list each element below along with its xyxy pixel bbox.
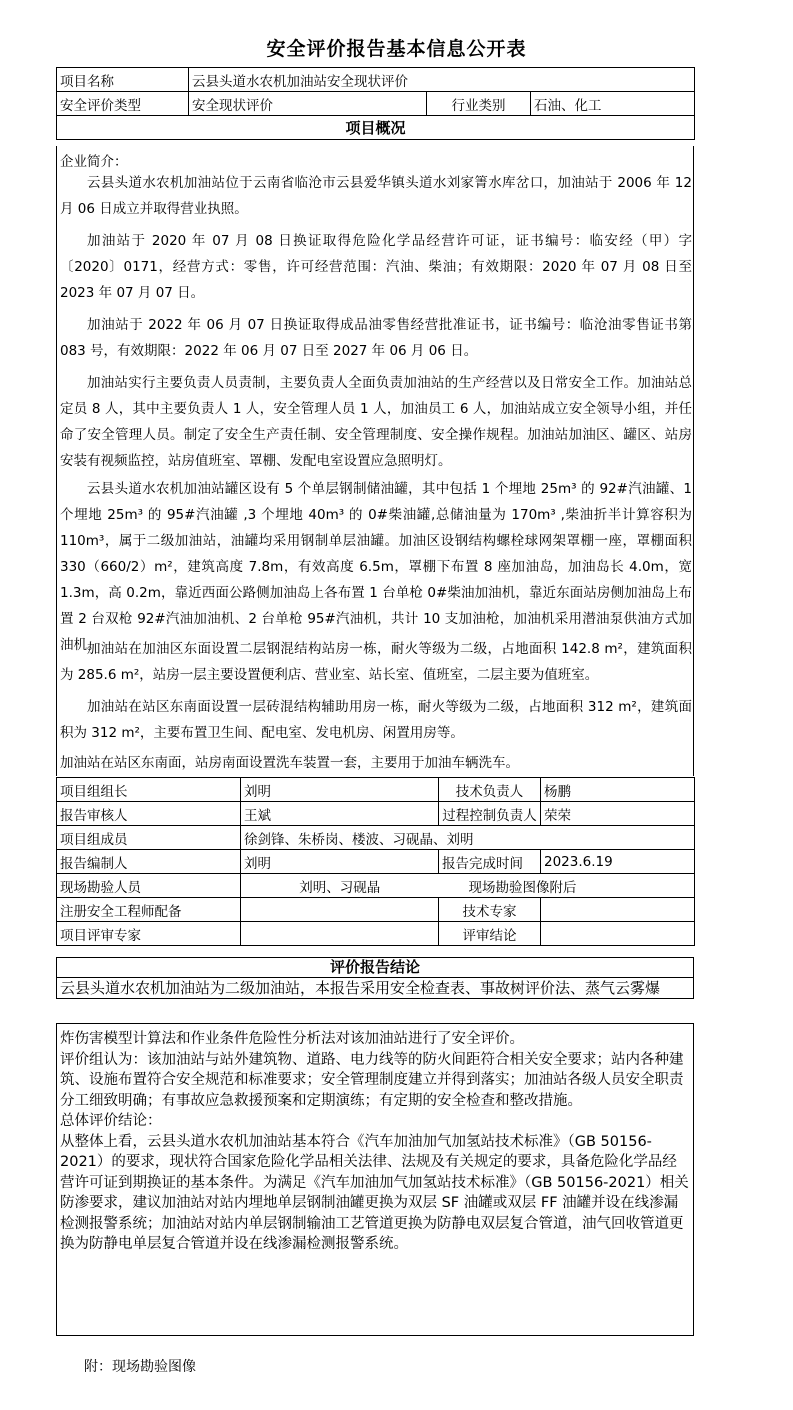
tech-value: 杨鹏 xyxy=(541,778,695,802)
industry-value: 石油、化工 xyxy=(531,92,695,116)
table-row xyxy=(57,898,695,922)
review-result-value xyxy=(541,922,695,946)
table-row xyxy=(57,826,695,850)
project-name-label: 项目名称 xyxy=(57,68,189,92)
conclusion-first-line: 云县头道水农机加油站为二级加油站，本报告采用安全检查表、事故树评价法、蒸气云雾爆 xyxy=(56,977,694,999)
expert-label: 技术专家 xyxy=(439,898,541,922)
table-row xyxy=(57,874,695,898)
team-table xyxy=(56,777,695,946)
reviewer-value: 王斌 xyxy=(241,802,439,826)
basic-info-table xyxy=(56,67,695,140)
conclusion-line: 从整体上看，云县头道水农机加油站基本符合《汽车加油加气加氢站技术标准》（GB 50156-2021）的要求，现状符合国家危险化学品相关法律、法规及有关规定的要求，具备危险化学品经营许可证到期换证的基本条件。为满足《汽车加油加气加氢站技术标准》（GB 50156-2021）相关防渗要求，建议加油站对站内埋地单层钢制油罐更换为双层 SF 油罐或双层 FF 油罐并设在线渗漏检测报警系统；加油站对站内单层钢制输油工艺管道更换为防静电双层复合管道，油气回收管道更换为防静电单层复合管道并设在线渗漏检测报警系统。 xyxy=(60,1133,689,1252)
leader-value: 刘明 xyxy=(241,778,439,802)
survey-note: 现场勘验图像附后 xyxy=(439,874,695,898)
tech-label: 技术负责人 xyxy=(439,778,541,802)
overview-paragraph: 加油站于 2020 年 07 月 08 日换证取得危险化学品经营许可证，证书编号：临安经（甲）字〔2020〕0171，经营方式：零售，许可经营范围：汽油、柴油；有效期限：2020 年 07 月 08 日至 2023 年 07 月 07 日。 xyxy=(60,233,692,301)
project-overview xyxy=(56,146,694,776)
conclusion-line: 总体评价结论： xyxy=(60,1113,162,1129)
appendix-note: 附：现场勘验图像 xyxy=(84,1359,196,1375)
author-value: 刘明 xyxy=(241,850,439,874)
table-row xyxy=(57,92,695,116)
overview-paragraph: 加油站在站区东南面，站房南面设置洗车装置一套，主要用于加油车辆洗车。 xyxy=(60,755,519,771)
overview-paragraph: 加油站实行主要负责人员责制，主要负责人全面负责加油站的生产经营以及日常安全工作。加油站总定员 8 人，其中主要负责人 1 人，安全管理人员 1 人，加油员工 6 人，加油站成立安全领导小组，并任命了安全管理人员。制定了安全生产责任制、安全管理制度、安全操作规程。加油站加油区、罐区、站房安装有视频监控，站房值班室、罩棚、发配电室设置应急照明灯。 xyxy=(60,375,692,469)
overview-heading: 项目概况 xyxy=(57,116,695,140)
overview-paragraph: 加油站在站区东南面设置一层砖混结构辅助用房一栋，耐火等级为二级，占地面积 312 m²，建筑面积为 312 m²，主要布置卫生间、配电室、发电机房、闲置用房等。 xyxy=(60,699,692,741)
industry-label: 行业类别 xyxy=(427,92,531,116)
review-expert-label: 项目评审专家 xyxy=(57,922,241,946)
process-label: 过程控制负责人 xyxy=(439,802,541,826)
review-result-label: 评审结论 xyxy=(439,922,541,946)
conclusion-body xyxy=(56,1023,694,1336)
table-row xyxy=(57,850,695,874)
review-expert-value xyxy=(241,922,439,946)
overview-paragraph: 云县头道水农机加油站位于云南省临沧市云县爱华镇头道水刘家箐水库岔口，加油站于 2006 年 12 月 06 日成立并取得营业执照。 xyxy=(60,175,692,217)
conclusion-line: 炸伤害模型计算法和作业条件危险性分析法对该加油站进行了安全评价。 xyxy=(60,1031,524,1047)
table-row xyxy=(57,922,695,946)
reviewer-label: 报告审核人 xyxy=(57,802,241,826)
overview-paragraph: 加油站于 2022 年 06 月 07 日换证取得成品油零售经营批准证书，证书编号：临沧油零售证书第 083 号，有效期限：2022 年 06 月 07 日至 2027 年 06 月 06 日。 xyxy=(60,317,692,359)
conclusion-line: 评价组认为：该加油站与站外建筑物、道路、电力线等的防火间距符合相关安全要求；站内各种建筑、设施布置符合安全规范和标准要求；安全管理制度建立并得到落实；加油站各级人员安全职责分工细致明确；有事故应急救援预案和定期演练；有定期的安全检查和整改措施。 xyxy=(60,1051,684,1109)
finish-label: 报告完成时间 xyxy=(439,850,541,874)
table-row xyxy=(57,68,695,92)
process-value: 荣荣 xyxy=(541,802,695,826)
conclusion-heading: 评价报告结论 xyxy=(56,957,694,978)
overview-paragraph: 云县头道水农机加油站罐区设有 5 个单层钢制储油罐，其中包括 1 个埋地 25m³ 的 92#汽油罐、1 个埋地 25m³ 的 95#汽油罐 ,3 个埋地 40m³ 的 0#柴油罐,总储油量为 170m³ ,柴油折半计算容积为 110m³，属于二级加油站，油罐均采用钢制单层油罐。加油区设钢结构螺栓球网架罩棚一座，罩棚面积 330（660/2）m²，建筑高度 7.8m，有效高度 6.5m，罩棚下布置 8 座加油岛，加油岛长 4.0m，宽 1.3m，高 0.2m，靠近西面公路侧加油岛上各布置 1 台单枪 0#柴油加油机，靠近东面站房侧加油岛上布置 2 台双枪 92#汽油加油机、2 台单枪 95#汽油机，共计 10 支加油枪，加油机采用潜油泵供油方式加油机。 xyxy=(60,481,692,653)
table-row xyxy=(57,802,695,826)
members-label: 项目组成员 xyxy=(57,826,241,850)
engineer-value xyxy=(241,898,439,922)
survey-value: 刘明、习砚晶 xyxy=(241,874,439,898)
engineer-label: 注册安全工程师配备 xyxy=(57,898,241,922)
author-label: 报告编制人 xyxy=(57,850,241,874)
document-title: 安全评价报告基本信息公开表 xyxy=(266,38,527,60)
intro-label: 企业简介： xyxy=(60,154,128,170)
members-value: 徐剑锋、朱桥岗、楼波、习砚晶、刘明 xyxy=(241,826,695,850)
leader-label: 项目组组长 xyxy=(57,778,241,802)
eval-type-label: 安全评价类型 xyxy=(57,92,189,116)
table-row xyxy=(57,778,695,802)
eval-type-value: 安全现状评价 xyxy=(189,92,427,116)
overview-paragraph: 加油站在加油区东面设置二层钢混结构站房一栋，耐火等级为二级，占地面积 142.8 m²，建筑面积为 285.6 m²，站房一层主要设置便利店、营业室、站长室、值班室，二层主要为值班室。 xyxy=(60,641,692,683)
expert-value xyxy=(541,898,695,922)
finish-value: 2023.6.19 xyxy=(541,850,695,874)
table-row xyxy=(57,116,695,140)
survey-label: 现场勘验人员 xyxy=(57,874,241,898)
project-name-value: 云县头道水农机加油站安全现状评价 xyxy=(189,68,695,92)
